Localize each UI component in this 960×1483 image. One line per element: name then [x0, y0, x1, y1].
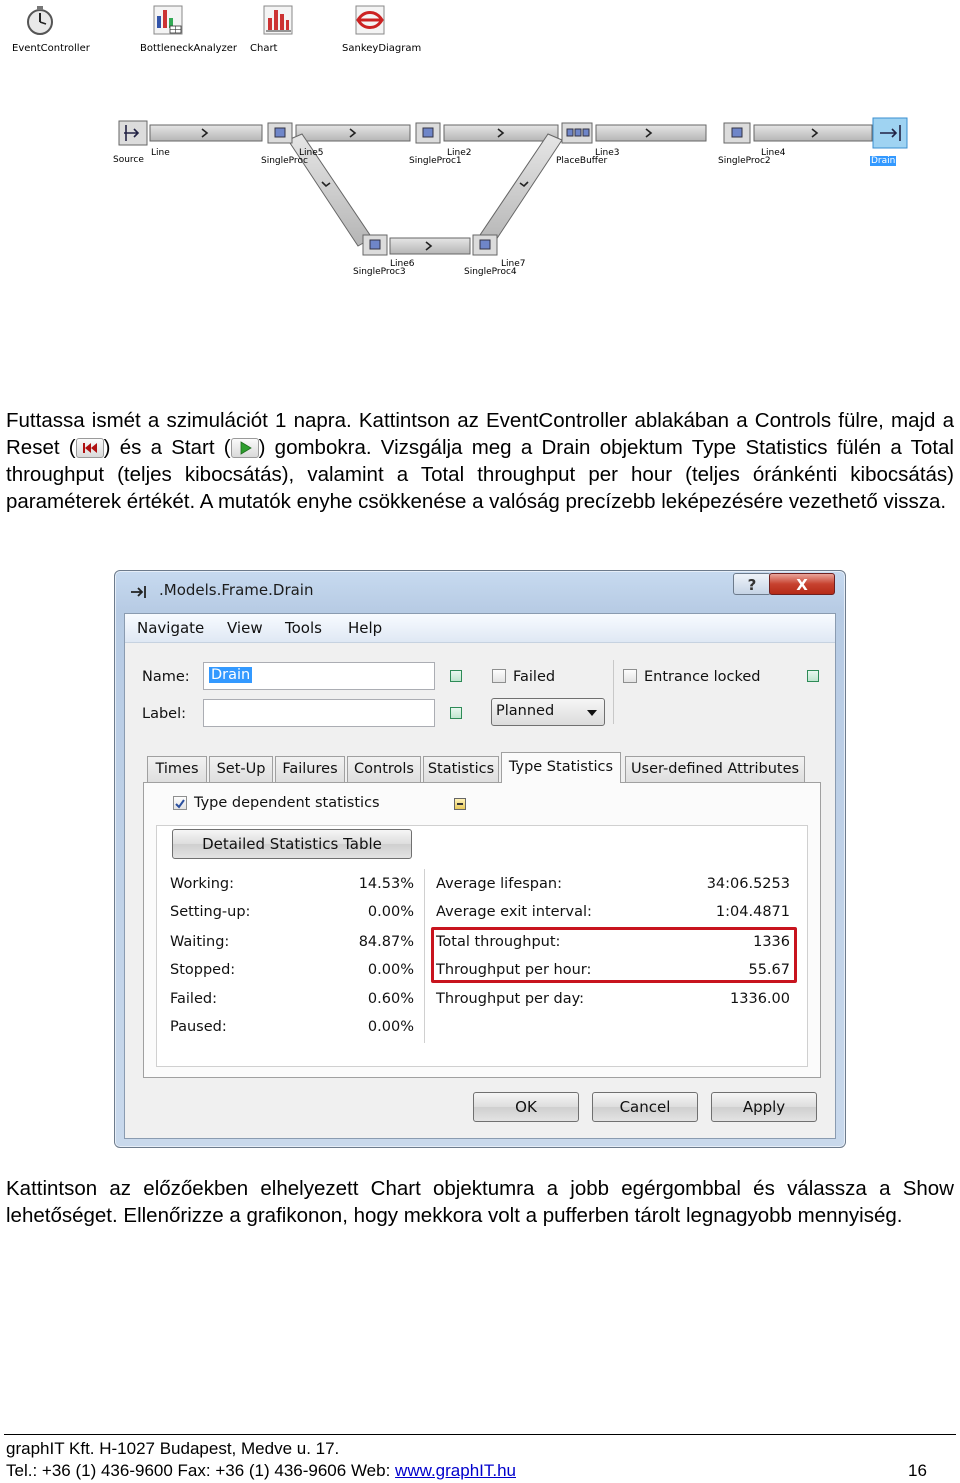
model-label-line7: Line7 — [501, 259, 526, 269]
stats-divider — [424, 869, 425, 1043]
footer-address: graphIT Kft. H-1027 Budapest, Medve u. 17. — [6, 1439, 340, 1458]
stat-value-waiting: 84.87% — [358, 934, 414, 950]
paragraph-text: Futtassa ismét a szimulációt 1 napra. Kattintson az EventController ablakában a Controls fülre, majd a Reset ( — [6, 409, 954, 459]
model-label-singleproc1: SingleProc1 — [409, 156, 462, 166]
stat-value-failed: 0.60% — [367, 991, 414, 1007]
tab-controls[interactable]: Controls — [347, 756, 421, 782]
footer-rule — [4, 1434, 956, 1435]
stat-label-total-throughput: Total throughput: — [436, 934, 561, 950]
name-label: Name: — [142, 669, 190, 685]
sankey-icon — [354, 4, 386, 36]
stat-label-paused: Paused: — [170, 1019, 227, 1035]
model-label-source: Source — [113, 155, 144, 165]
menu-view[interactable]: View — [227, 619, 263, 637]
chart-icon — [262, 4, 294, 36]
stat-label-average-lifespan: Average lifespan: — [436, 876, 562, 892]
start-icon — [231, 438, 259, 458]
bottleneck-icon — [152, 4, 184, 36]
instruction-paragraph-1 — [6, 407, 954, 515]
stat-value-average-lifespan: 34:06.5253 — [706, 876, 790, 892]
help-button[interactable]: ? — [733, 573, 771, 595]
stat-value-paused: 0.00% — [367, 1019, 414, 1035]
model-label-line: Line — [151, 148, 170, 158]
highlight-box — [431, 927, 797, 983]
paragraph-text: ) és a Start ( — [103, 436, 231, 459]
menu-tools[interactable]: Tools — [285, 619, 322, 637]
stat-value-working: 14.53% — [358, 876, 414, 892]
toolbar-label: SankeyDiagram — [342, 43, 422, 54]
planned-value: Planned — [496, 703, 555, 719]
cancel-button[interactable]: Cancel — [592, 1092, 698, 1122]
toolbar-label: BottleneckAnalyzer — [140, 43, 238, 54]
model-label-drain: Drain — [871, 156, 896, 166]
type-statistics-page — [143, 782, 821, 1078]
page-number: 16 — [908, 1461, 927, 1480]
drain-dialog — [114, 570, 846, 1148]
name-inherit-indicator[interactable] — [450, 670, 462, 682]
model-diagram — [0, 110, 960, 285]
conveyor-lines — [150, 125, 872, 254]
toolbar-item-eventcontroller[interactable] — [12, 4, 122, 54]
toolbar-item-bottleneckanalyzer[interactable] — [140, 4, 250, 54]
stopwatch-icon — [24, 4, 56, 36]
model-label-singleproc: SingleProc — [261, 156, 308, 166]
entrance-locked-checkbox[interactable] — [623, 669, 637, 683]
tab-statistics[interactable]: Statistics — [423, 756, 499, 782]
model-label-singleproc4: SingleProc4 — [464, 267, 517, 277]
collapse-icon[interactable] — [454, 798, 466, 810]
close-button[interactable]: X — [769, 573, 835, 595]
model-label-line3: Line3 — [595, 148, 620, 158]
failed-label: Failed — [513, 669, 556, 685]
stat-label-working: Working: — [170, 876, 235, 892]
stat-value-stopped: 0.00% — [367, 962, 414, 978]
model-label-line5: Line5 — [299, 148, 324, 158]
stat-value-average-exit-interval: 1:04.4871 — [715, 904, 790, 920]
chevron-down-icon — [586, 709, 598, 717]
apply-button[interactable]: Apply — [711, 1092, 817, 1122]
entrance-locked-label: Entrance locked — [644, 669, 761, 685]
model-label-line6: Line6 — [390, 259, 415, 269]
tab-failures[interactable]: Failures — [275, 756, 345, 782]
reset-icon — [76, 438, 104, 458]
stat-label-failed: Failed: — [170, 991, 217, 1007]
model-label-singleproc2: SingleProc2 — [718, 156, 771, 166]
ok-button[interactable]: OK — [473, 1092, 579, 1122]
name-input[interactable] — [203, 662, 435, 690]
stat-label-average-exit-interval: Average exit interval: — [436, 904, 592, 920]
name-value: Drain — [211, 667, 251, 683]
stat-value-total-throughput: 1336 — [753, 934, 790, 950]
instruction-paragraph-2: Kattintson az előzőekben elhelyezett Chart objektumra a jobb egérgombbal és válassza a Show lehetőséget. Ellenőrizze a grafikonon, hogy mekkora volt a pufferben tárolt legnagyobb mennyiség. — [6, 1177, 954, 1227]
model-label-singleproc3: SingleProc3 — [353, 267, 406, 277]
checkmark-icon — [174, 798, 186, 810]
toolbar-label: EventController — [12, 43, 90, 54]
tab-setup[interactable]: Set-Up — [209, 756, 273, 782]
stat-value-throughput-per-day: 1336.00 — [730, 991, 790, 1007]
toolbar-label: Chart — [250, 43, 278, 54]
tab-type-statistics[interactable]: Type Statistics — [501, 752, 621, 783]
tab-strip — [147, 756, 827, 784]
stat-label-stopped: Stopped: — [170, 962, 236, 978]
dialog-body — [124, 613, 836, 1139]
model-label-line4: Line4 — [761, 148, 786, 158]
stat-label-waiting: Waiting: — [170, 934, 230, 950]
entrance-inherit-indicator[interactable] — [807, 670, 819, 682]
failed-checkbox[interactable] — [492, 669, 506, 683]
model-label-line2: Line2 — [447, 148, 472, 158]
label-input[interactable] — [203, 699, 435, 727]
planned-select[interactable] — [491, 698, 605, 726]
menu-help[interactable]: Help — [348, 619, 383, 637]
dialog-title: .Models.Frame.Drain — [159, 581, 314, 599]
footer-contact-text: Tel.: +36 (1) 436-9600 Fax: +36 (1) 436-9606 Web: — [6, 1461, 396, 1480]
toolbar-item-sankeydiagram[interactable] — [342, 4, 452, 54]
menu-bar — [125, 614, 835, 643]
type-dependent-label: Type dependent statistics — [194, 795, 380, 811]
paragraph-text: ) gombokra. Vizsgálja meg a Drain objektum Type Statistics fülén a Total throughput (teljes kibocsátás), valamint a Total throughput per hour (teljes óránkénti kibocsátás) paraméterek értékét. A mutatók enyhe csökkenése a valóság precízebb leképezésére vezethető vissza. — [6, 436, 954, 513]
menu-navigate[interactable]: Navigate — [137, 619, 205, 637]
stat-value-setting-up: 0.00% — [367, 904, 414, 920]
label-inherit-indicator[interactable] — [450, 707, 462, 719]
model-label-placebuffer: PlaceBuffer — [556, 156, 608, 166]
drain-icon — [129, 583, 149, 601]
stat-label-throughput-per-day: Throughput per day: — [436, 991, 585, 1007]
separator — [613, 660, 614, 724]
detailed-statistics-table-button[interactable]: Detailed Statistics Table — [172, 829, 412, 859]
stat-value-throughput-per-hour: 55.67 — [748, 962, 790, 978]
tab-user-defined-attributes[interactable]: User-defined Attributes — [625, 756, 805, 782]
type-dependent-checkbox[interactable] — [173, 796, 187, 810]
stat-label-throughput-per-hour: Throughput per hour: — [436, 962, 592, 978]
footer-contact — [6, 1460, 516, 1482]
footer-web-link[interactable]: www.graphIT.hu — [395, 1461, 516, 1480]
tab-times[interactable]: Times — [147, 756, 207, 782]
stat-label-setting-up: Setting-up: — [170, 904, 251, 920]
label-label: Label: — [142, 706, 187, 722]
